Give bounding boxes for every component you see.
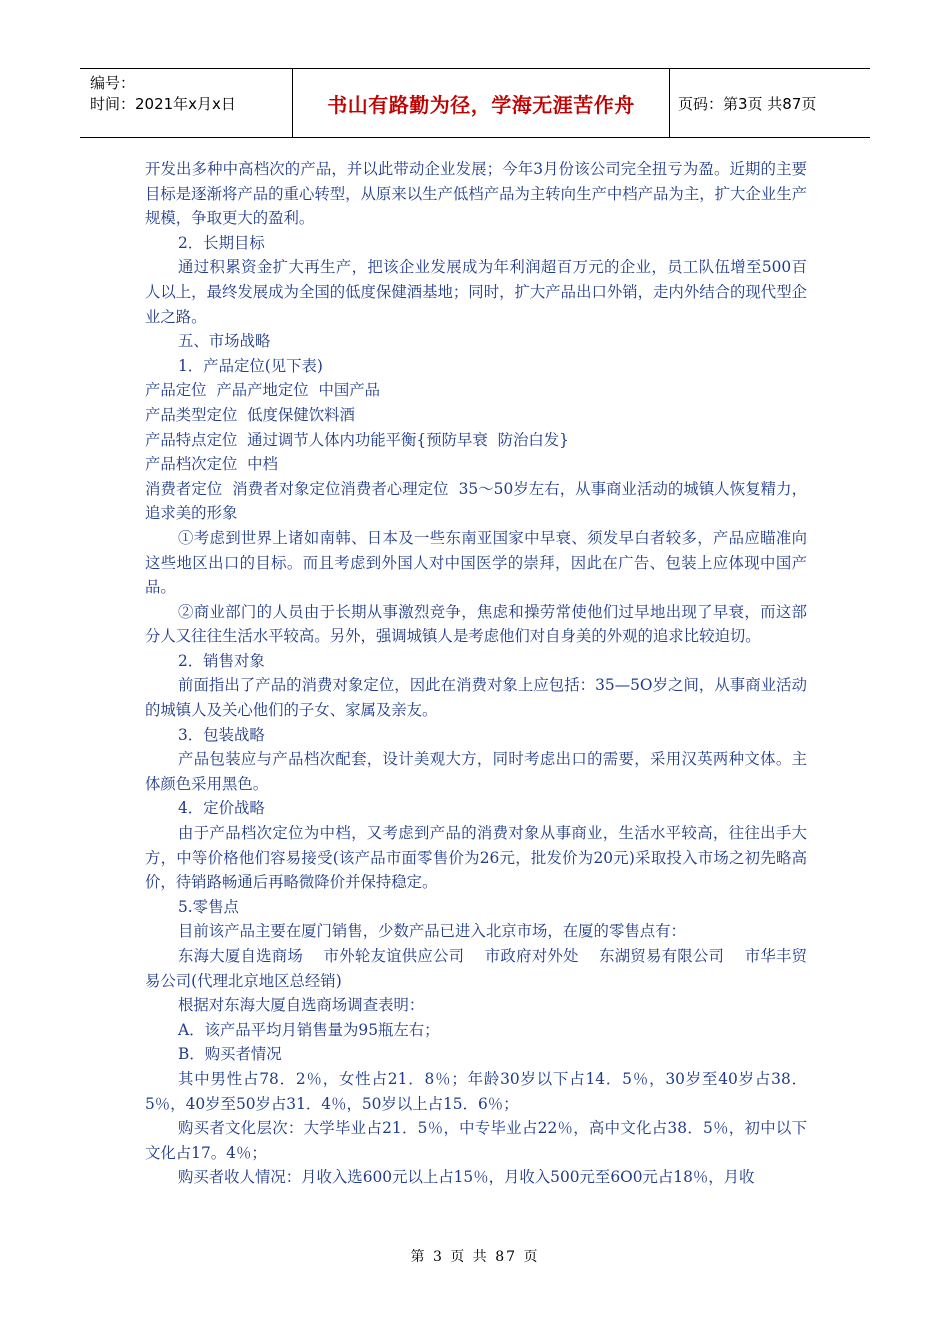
body-paragraph: 产品定位 产品产地定位 中国产品 (145, 381, 381, 400)
document-date: 时间：2021年x月x日 (90, 95, 236, 113)
body-paragraph: 购买者文化层次：大学毕业占21．5％，中专毕业占22％，高中文化占38．5％，初中以下文化占17。4％； (145, 1119, 807, 1162)
page-header (80, 68, 870, 138)
body-paragraph: 前面指出了产品的消费对象定位，因此在消费对象上应包括：35—5O岁之间，从事商业活动的城镇人及关心他们的子女、家属及亲友。 (145, 676, 807, 720)
motto-text: 书山有路勤为径，学海无涯苦作舟 (327, 92, 635, 117)
body-paragraph: 由于产品档次定位为中档，又考虑到产品的消费对象从事商业，生活水平较高，往往出手大方，中等价格他们容易接受(该产品市面零售价为26元，批发价为20元)采取投入市场之初先略高价，待销路畅通后再略微降价并保持稳定。 (145, 824, 807, 892)
page-footer: 第 3 页 共 87 页 (410, 1249, 540, 1265)
body-paragraph: 产品档次定位 中档 (145, 455, 278, 474)
body-paragraph: 开发出多种中高档次的产品，并以此带动企业发展；今年3月份该公司完全扭亏为盈。近期的主要目标是逐渐将产品的重心转型，从原来以生产低档产品为主转向生产中档产品为主，扩大企业生产规模，争取更大的盈利。 (145, 160, 807, 228)
body-paragraph: 2．销售对象 (178, 651, 265, 670)
body-paragraph: 产品类型定位 低度保健饮料酒 (145, 405, 355, 424)
body-paragraph: B．购买者情况 (178, 1045, 282, 1064)
body-paragraph: 5.零售点 (178, 897, 239, 916)
header-page-info (670, 69, 870, 137)
body-paragraph: 2．长期目标 (178, 233, 265, 252)
body-paragraph: 购买者收人情况：月收入选600元以上占15％，月收入500元至6O0元占18％，月收 (178, 1168, 755, 1187)
document-number-label: 编号： (90, 74, 136, 92)
body-paragraph: ②商业部门的人员由于长期从事激烈竞争，焦虑和操劳常使他们过早地出现了早衰，而这部分人又往往生活水平较高。另外，强调城镇人是考虑他们对自身美的外观的追求比较迫切。 (145, 602, 807, 646)
body-paragraph: 通过积累资金扩大再生产，把该企业发展成为年利润超百万元的企业，员工队伍增至500百人以上，最终发展成为全国的低度保健酒基地；同时，扩大产品出口外销，走内外结合的现代型企业之路。 (145, 258, 807, 326)
body-paragraph: 五、市场战略 (178, 332, 271, 351)
header-meta (80, 69, 293, 137)
body-paragraph: 消费者定位 消费者对象定位消费者心理定位 35～50岁左右，从事商业活动的城镇人恢复精力，追求美的形象 (145, 479, 807, 523)
page-counter: 页码：第3页 共87页 (678, 94, 817, 113)
header-motto (293, 69, 670, 137)
document-body (145, 157, 807, 1190)
body-paragraph: A．该产品平均月销售量为95瓶左右； (178, 1020, 440, 1039)
body-paragraph: 产品包装应与产品档次配套，设计美观大方，同时考虑出口的需要，采用汉英两种文体。主体颜色采用黑色。 (145, 750, 807, 793)
body-paragraph: 其中男性占78．2％，女性占21．8％；年龄30岁以下占14．5％，30岁至40岁占38．5％，40岁至50岁占31．4％，50岁以上占15．6％； (145, 1069, 807, 1113)
body-paragraph: 产品特点定位 通过调节人体内功能平衡{预防早衰 防治白发} (145, 430, 569, 449)
body-paragraph: 目前该产品主要在厦门销售，少数产品已进入北京市场，在厦的零售点有： (178, 922, 686, 941)
body-paragraph: 1．产品定位(见下表) (178, 356, 323, 375)
body-paragraph: 东海大厦自选商场 市外轮友谊供应公司 市政府对外处 东湖贸易有限公司 市华丰贸易公司(代理北京地区总经销) (145, 947, 807, 990)
body-paragraph: 3．包装战略 (178, 725, 265, 744)
body-paragraph: 4．定价战略 (178, 799, 265, 818)
body-paragraph: ①考虑到世界上诸如南韩、日本及一些东南亚国家中早衰、须发早白者较多，产品应瞄准向这些地区出口的目标。而且考虑到外国人对中国医学的崇拜，因此在广告、包装上应体现中国产品。 (145, 528, 807, 597)
body-paragraph: 根据对东海大厦自选商场调查表明： (178, 996, 425, 1015)
